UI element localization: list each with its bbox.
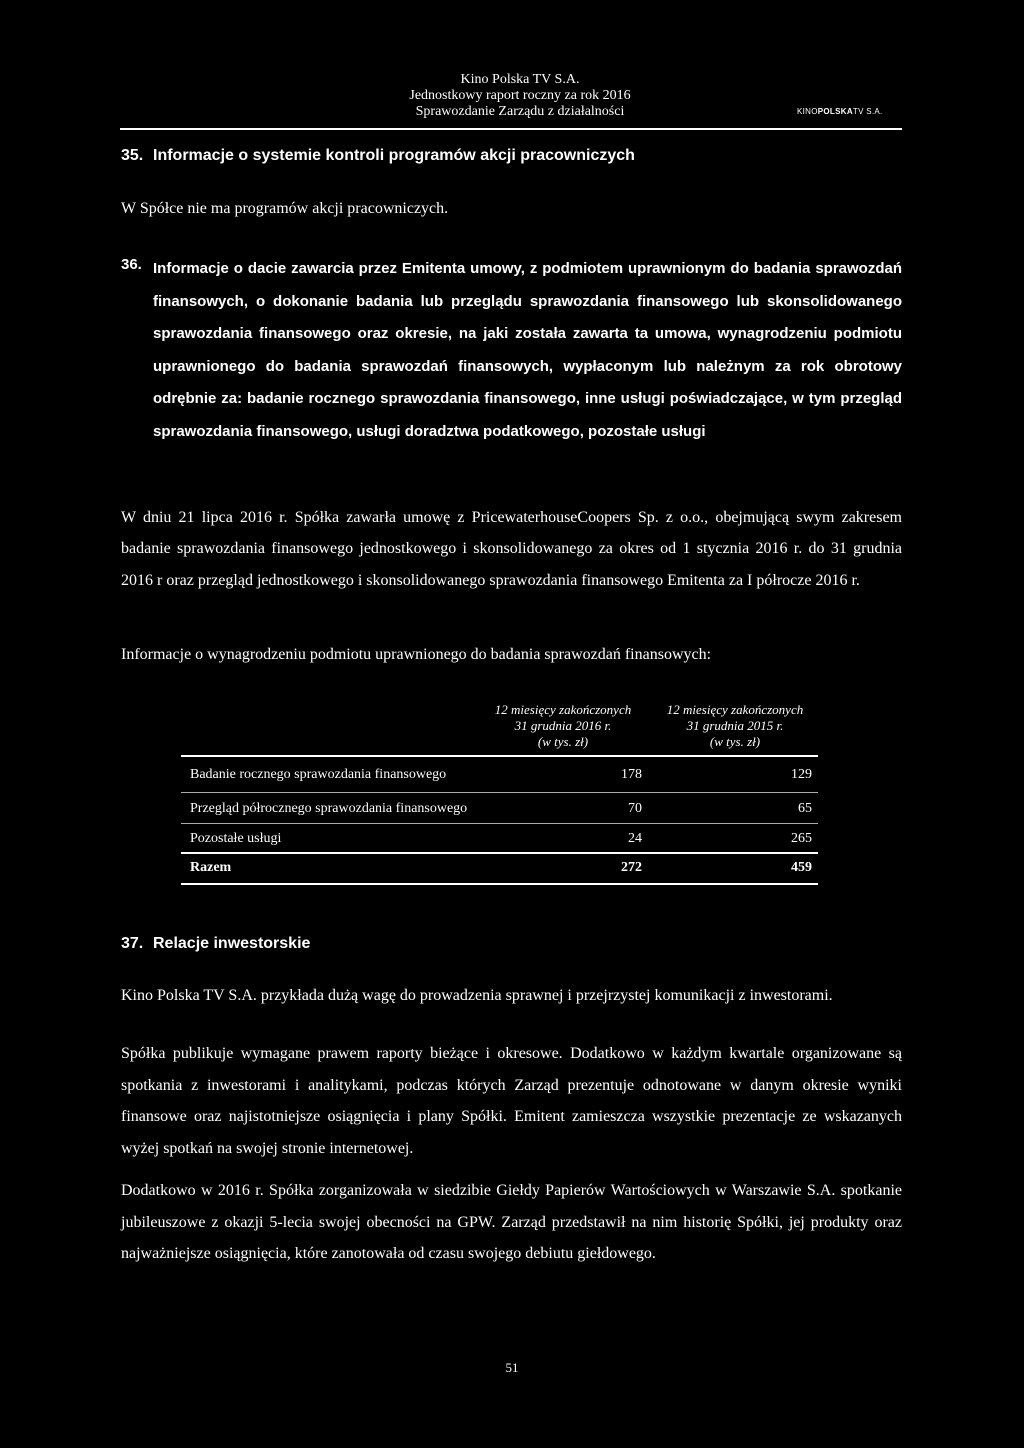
table-cell-2015: 129 <box>791 767 812 782</box>
table-total-2015: 459 <box>791 860 812 875</box>
logo-text-light: KINO <box>797 107 818 116</box>
section-35-text: W Spółce nie ma programów akcji pracowniczych. <box>121 200 449 217</box>
table-cell-2016: 70 <box>628 801 642 816</box>
section-37-paragraph-1: Kino Polska TV S.A. przykłada dużą wagę do prowadzenia sprawnej i przejrzystej komunikacji z inwestorami. <box>121 987 833 1004</box>
table-header-rule <box>181 755 818 757</box>
header-divider <box>120 128 902 130</box>
page-number: 51 <box>505 1360 519 1375</box>
column-header-2016-line3: (w tys. zł) <box>537 734 589 749</box>
logo-text-tail: TV S.A. <box>852 107 883 116</box>
header-company: Kino Polska TV S.A. <box>460 72 580 87</box>
section-36-number: 36. <box>121 256 142 273</box>
column-header-2015-line3: (w tys. zł) <box>709 734 761 749</box>
header-report: Jednostkowy raport roczny za rok 2016 <box>409 88 631 103</box>
column-header-2016 <box>478 702 648 750</box>
column-header-2016-line2: 31 grudnia 2016 r. <box>514 718 612 733</box>
company-logo <box>797 107 883 116</box>
column-header-2016-line1: 12 miesięcy zakończonych <box>494 702 632 717</box>
table-row-label: Przegląd półrocznego sprawozdania finansowego <box>190 801 468 816</box>
section-37-title: Relacje inwestorskie <box>153 935 311 952</box>
section-35-heading <box>121 147 635 165</box>
section-36-paragraph-1: W dniu 21 lipca 2016 r. Spółka zawarła umowę z PricewaterhouseCoopers Sp. z o.o., obejmującą swym zakresem badanie sprawozdania finansowego jednostkowego i skonsolidowanego za okres od 1 stycznia 2016 r. do 31 grudnia 2016 r oraz przegląd jednostkowego i skonsolidowanego sprawozdania finansowego Emitenta za I półrocze 2016 r. <box>121 509 902 589</box>
table-total-label: Razem <box>190 860 232 875</box>
section-37-number: 37. <box>121 935 144 952</box>
table-row-label: Pozostałe usługi <box>190 831 282 846</box>
table-total-2016: 272 <box>621 860 642 875</box>
table-cell-2015: 65 <box>798 801 812 816</box>
header-section: Sprawozdanie Zarządu z działalności <box>415 104 625 119</box>
column-header-2015-line2: 31 grudnia 2015 r. <box>686 718 784 733</box>
table-bottom-rule <box>181 883 818 885</box>
column-header-2015 <box>650 702 820 750</box>
column-header-2015-line1: 12 miesięcy zakończonych <box>666 702 804 717</box>
table-row-divider <box>181 823 818 824</box>
section-35-number: 35. <box>121 147 144 164</box>
table-cell-2016: 178 <box>621 767 642 782</box>
section-35-title: Informacje o systemie kontroli programów akcji pracowniczych <box>153 147 635 164</box>
section-36-title: Informacje o dacie zawarcia przez Emitenta umowy, z podmiotem uprawnionym do badania sprawozdań finansowych, o dokonanie badania lub przeglądu sprawozdania finansowego lub skonsolidowanego sprawozdania finansowego oraz okresie, na jaki została zawarta ta umowa, wynagrodzeniu podmiotu uprawnionego do badania sprawozdań finansowych, wypłaconym lub należnym za rok obrotowy odrębnie za: badanie rocznego sprawozdania finansowego, inne usługi poświadczające, w tym przegląd sprawozdania finansowego, usługi doradztwa podatkowego, pozostałe usługi <box>153 260 902 440</box>
section-37-heading <box>121 935 310 953</box>
table-cell-2015: 265 <box>791 831 812 846</box>
logo-text-bold: POLSKA <box>817 107 853 116</box>
page-header <box>330 72 710 120</box>
table-row-divider <box>181 792 818 793</box>
table-cell-2016: 24 <box>628 831 642 846</box>
table-row-label: Badanie rocznego sprawozdania finansowego <box>190 767 447 782</box>
section-37-paragraph-2: Spółka publikuje wymagane prawem raporty bieżące i okresowe. Dodatkowo w każdym kwartale organizowane są spotkania z inwestorami i analitykami, podczas których Zarząd prezentuje odnotowane w danym okresie wyniki finansowe oraz najistotniejsze osiągnięcia i plany Spółki. Emitent zamieszcza wszystkie prezentacje ze wskazanych wyżej spotkań na swojej stronie internetowej. <box>121 1045 902 1157</box>
section-36-paragraph-2: Informacje o wynagrodzeniu podmiotu uprawnionego do badania sprawozdań finansowych: <box>121 646 712 663</box>
table-total-rule <box>181 852 818 854</box>
section-37-paragraph-3: Dodatkowo w 2016 r. Spółka zorganizowała w siedzibie Giełdy Papierów Wartościowych w Warszawie S.A. spotkanie jubileuszowe z okazji 5-lecia swojej obecności na GPW. Zarząd przedstawił na nim historię Spółki, jej produkty oraz najważniejsze osiągnięcia, które zanotowała od czasu swojego debiutu giełdowego. <box>121 1182 902 1262</box>
